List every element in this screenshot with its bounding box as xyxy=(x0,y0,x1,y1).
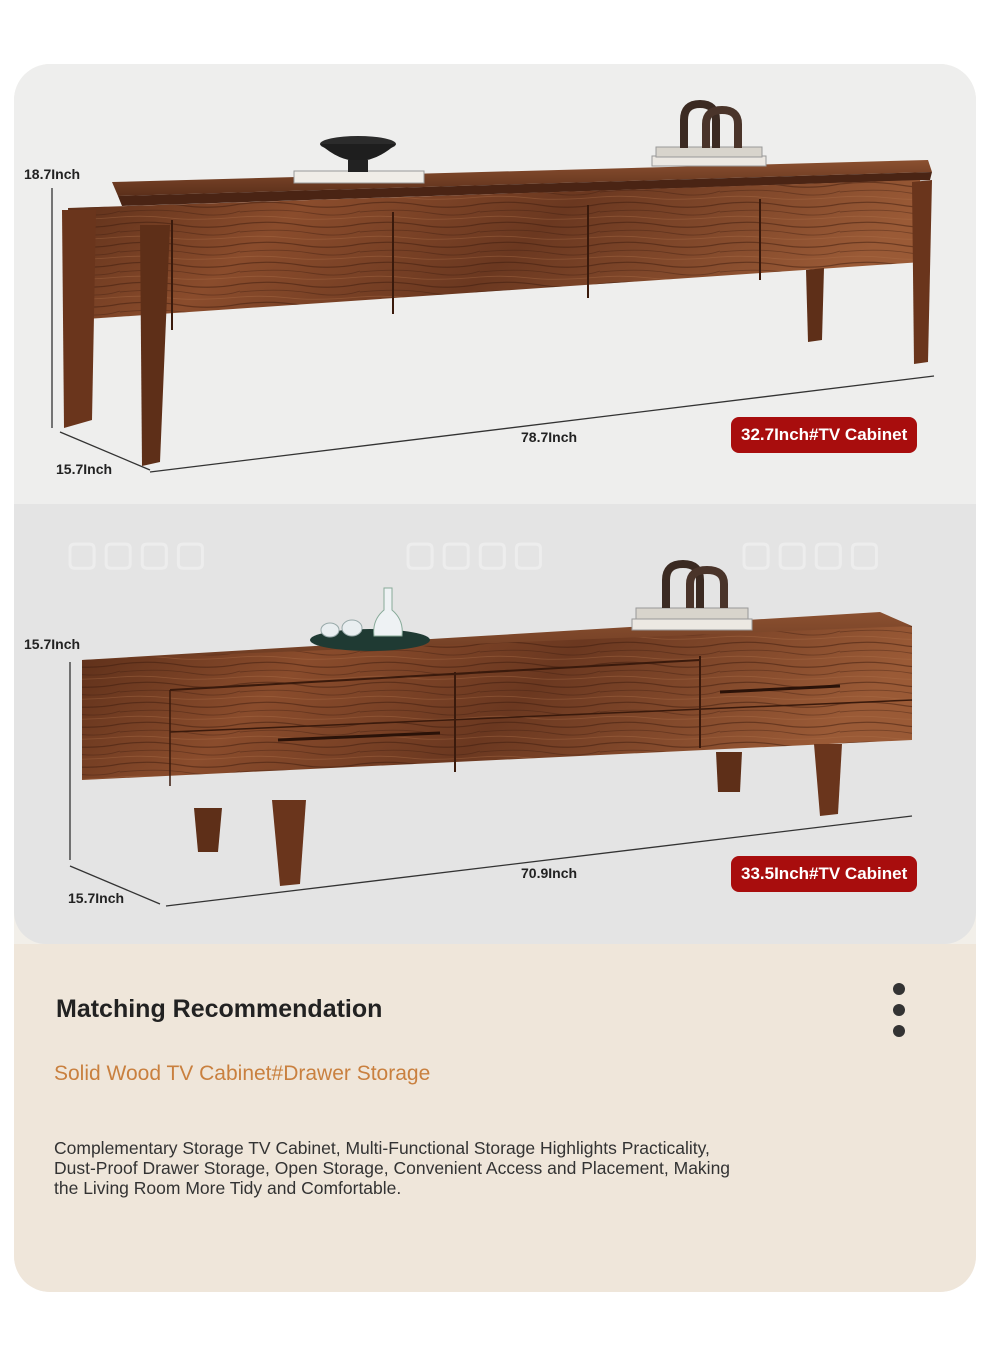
section-heading: Matching Recommendation xyxy=(56,995,383,1023)
watermark: ▢▢▢▢ xyxy=(66,535,211,573)
width-label-1: 78.7Inch xyxy=(521,429,578,445)
tv-cabinet-1 xyxy=(62,104,932,466)
more-vertical-icon[interactable] xyxy=(892,983,906,1041)
depth-label-2: 15.7Inch xyxy=(68,890,125,906)
height-label-2: 15.7Inch xyxy=(24,636,81,652)
height-label-1: 18.7Inch xyxy=(24,166,81,182)
size-badge-2: 33.5Inch#TV Cabinet xyxy=(731,856,917,892)
section-description: Complementary Storage TV Cabinet, Multi-Functional Storage Highlights Practicality, Dust-Proof Drawer Storage, Open Storage, Convenient Access and Placement, Making the Living Room More Tidy and Comfortable. xyxy=(54,1138,731,1198)
depth-label-1: 15.7Inch xyxy=(56,461,113,477)
section-subheading: Solid Wood TV Cabinet#Drawer Storage xyxy=(54,1062,431,1085)
watermark: ▢▢▢▢ xyxy=(740,535,885,573)
tv-cabinet-2 xyxy=(82,564,912,886)
size-badge-1: 32.7Inch#TV Cabinet xyxy=(731,417,917,453)
width-label-2: 70.9Inch xyxy=(521,865,578,881)
watermark: ▢▢▢▢ xyxy=(404,535,549,573)
